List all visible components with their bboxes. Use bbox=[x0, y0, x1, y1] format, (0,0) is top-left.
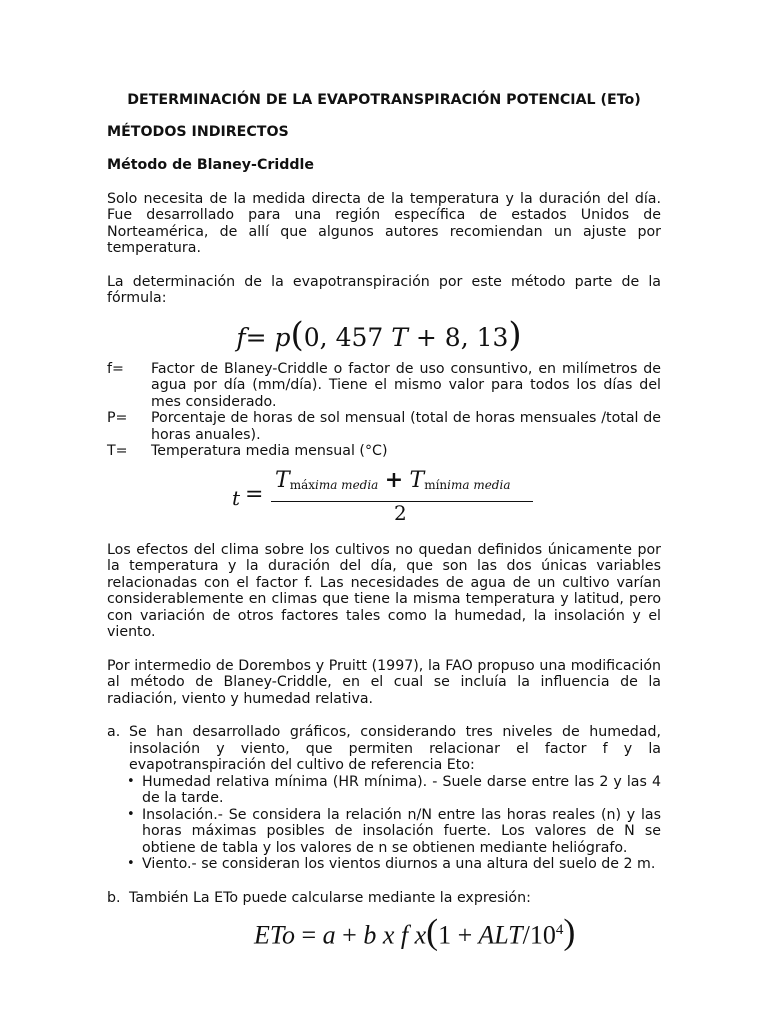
formula-t-numerator bbox=[275, 466, 511, 494]
definition-item bbox=[107, 443, 661, 460]
bullet-item bbox=[127, 774, 661, 807]
definition-text: Factor de Blaney-Criddle o factor de uso consuntivo, en milímetros de agua por día (mm/día). Tiene el mismo valor para todos los días del mes considerado. bbox=[151, 360, 661, 410]
definition-key: f= bbox=[107, 360, 124, 377]
bullet-icon: • bbox=[127, 806, 135, 822]
bullet-item bbox=[127, 807, 661, 857]
formula-eto-lhs: ETo bbox=[254, 920, 295, 950]
definition-item bbox=[107, 410, 661, 443]
definition-text: Temperatura media mensual (°C) bbox=[151, 443, 388, 459]
methods-list bbox=[107, 724, 661, 906]
formula-eto-ten: 10 bbox=[529, 920, 556, 950]
formula-eto-one: 1 bbox=[438, 920, 452, 950]
formula-t-sub1b: ima media bbox=[315, 477, 379, 492]
formula-eto-a: a bbox=[322, 920, 336, 950]
formula-blaney-criddle: f= p(0, 457 T + 8, 13) bbox=[236, 314, 522, 355]
formula-eto-eq: = bbox=[301, 920, 317, 950]
formula-t-T1: T bbox=[275, 467, 290, 493]
formula-t-T2: T bbox=[409, 467, 425, 493]
document-page bbox=[107, 92, 661, 950]
formula-t-sub1a: máx bbox=[289, 477, 315, 492]
formula-f-c1: 0, 457 bbox=[303, 322, 384, 352]
formula-t-eq: = bbox=[245, 481, 264, 507]
list-item-a bbox=[107, 724, 661, 774]
formula-t-sub2b: ima media bbox=[447, 477, 511, 492]
formula-eto-x2: x bbox=[414, 920, 427, 950]
bullet-text: Humedad relativa mínima (HR mínima). - Suele darse entre las 2 y las 4 de la tarde. bbox=[142, 773, 661, 806]
formula-t-sub2a: mín bbox=[424, 477, 448, 492]
bullet-text: Insolación.- Se considera la relación n/N entre las horas reales (n) y las horas máximas posibles de insolación fuerte. Los valores de N se obtiene de tabla y los valores de n se obtienen mediante heliógrafo. bbox=[142, 806, 661, 856]
formula-f-eq: = bbox=[245, 322, 267, 352]
paragraph-climate-effects: Los efectos del clima sobre los cultivos no quedan definidos únicamente por la temperatura y la duración del día, que son las dos únicas variables relacionadas con el factor f. Las necesidades de agua de un cultivo varían considerablemente en climas que tiene la misma temperatura y latitud, pero con variación de otros factores tales como la humedad, la insolación y el viento. bbox=[107, 541, 661, 640]
subsection-heading: Método de Blaney-Criddle bbox=[107, 157, 315, 173]
formula-t-denominator: 2 bbox=[394, 500, 407, 525]
list-item-b bbox=[107, 890, 661, 907]
formula-eto-plus1: + bbox=[342, 920, 357, 950]
formula-eto-b: b bbox=[363, 920, 377, 950]
paragraph-fao: Por intermedio de Dorembos y Pruitt (1997), la FAO propuso una modificación al método de Blaney-Criddle, en el cual se incluía la influencia de la radiación, viento y humedad relativa. bbox=[107, 657, 661, 707]
formula-eto: ETo = a + b x f x(1 + ALT/$10^4$) bbox=[254, 911, 576, 952]
paragraph-formula-intro: La determinación de la evapotranspiración por este método parte de la fórmula: bbox=[107, 273, 661, 306]
formula-eto-exp: 4 bbox=[555, 922, 564, 938]
list-item-b-text: También La ETo puede calcularse mediante la expresión: bbox=[129, 889, 531, 906]
section-heading: MÉTODOS INDIRECTOS bbox=[107, 123, 289, 140]
bullet-icon: • bbox=[127, 773, 135, 789]
formula-eto-slash: / bbox=[522, 920, 530, 950]
formula-f-p: p bbox=[274, 322, 291, 352]
definitions-list bbox=[107, 361, 661, 460]
bullet-icon: • bbox=[127, 856, 135, 871]
formula-f-c2: 8, 13 bbox=[444, 322, 509, 352]
formula-eto-plus2: + bbox=[457, 920, 473, 950]
formula-f-T: T bbox=[391, 322, 408, 352]
document-title: DETERMINACIÓN DE LA EVAPOTRANSPIRACIÓN POTENCIAL (ETo) bbox=[127, 92, 641, 108]
list-item-a-text: Se han desarrollado gráficos, considerando tres niveles de humedad, insolación y viento, que permiten relacionar el factor f y la evapotranspiración del cultivo de referencia Eto: bbox=[129, 724, 661, 773]
formula-f-plus: + bbox=[415, 322, 437, 352]
formula-eto-f: f bbox=[400, 920, 409, 950]
definition-key: P= bbox=[107, 410, 128, 426]
bullet-item bbox=[127, 856, 661, 873]
bullet-text: Viento.- se consideran los vientos diurnos a una altura del suelo de 2 m. bbox=[142, 856, 656, 872]
formula-mean-temperature bbox=[107, 466, 661, 532]
definition-item bbox=[107, 361, 661, 411]
formula-t-lhs: t bbox=[232, 485, 241, 510]
formula-t-plus: + bbox=[384, 466, 404, 493]
formula-eto-x1: x bbox=[382, 920, 395, 950]
list-marker-b: b. bbox=[107, 889, 121, 906]
list-marker-a: a. bbox=[107, 724, 121, 740]
formula-f-lhs: f bbox=[236, 322, 246, 352]
definition-key: T= bbox=[107, 443, 128, 459]
paragraph-intro: Solo necesita de la medida directa de la temperatura y la duración del día. Fue desarrollado para una región específica de estados Unidos de Norteamérica, de allí que algunos autores recomiendan un ajuste por temperatura. bbox=[107, 190, 661, 256]
formula-eto-alt: ALT bbox=[478, 920, 523, 950]
definition-text: Porcentaje de horas de sol mensual (total de horas mensuales /total de horas anuales). bbox=[151, 410, 661, 443]
